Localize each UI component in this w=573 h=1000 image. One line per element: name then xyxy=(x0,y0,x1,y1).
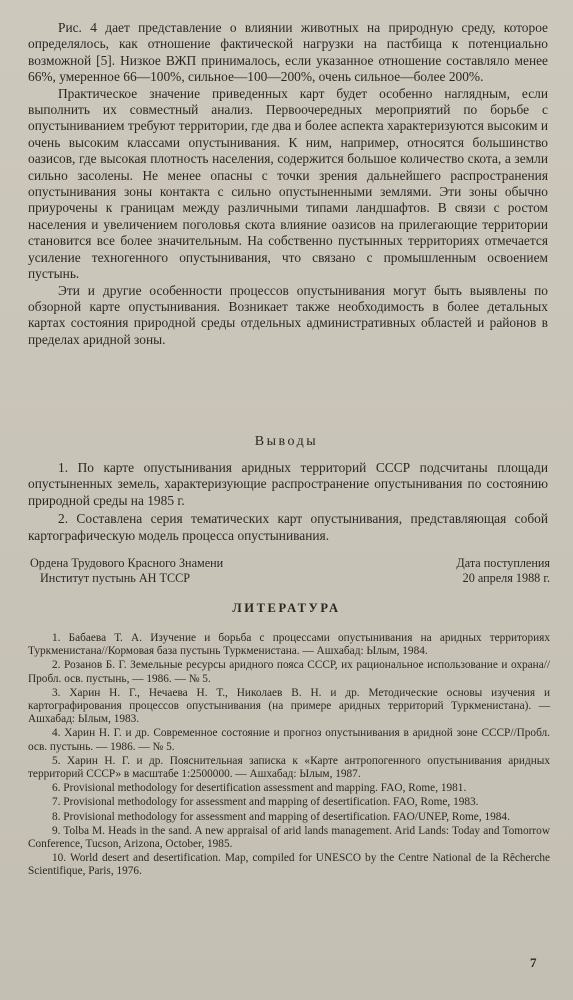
reference-item: 7. Provisional methodology for assessment and mapping of desertification. FAO, Rome, 1983. xyxy=(52,796,479,809)
received-date xyxy=(420,556,550,585)
reference-item: 3. Харин Н. Г., Нечаева Н. Т., Николаев В. Н. и др. Методические основы изучения и картографирования процессов опустынивания (на примере аридных территорий Туркменистана). — Ашхабад: Ылым, 1983. xyxy=(28,686,550,726)
body-paragraph-2: Практическое значение приведенных карт будет особенно наглядным, если выполнить их совместный анализ. Первоочередных мероприятий по борьбе с опустыниванием требуют территории, где два и более аспекта характеризуются высоким и очень высоким классами опустынивания. К ним, например, относятся большинство оазисов, где высокая плотность населения, содержится большое количество скота, а земли сильно засолены. Не менее опасны с точки зрения дальнейшего распространения опустынивания зоны контакта с сильно опустыненными землями. Эти зоны обычно приурочены к границам между различными типами ландшафтов. В связи с ростом населения и увеличением поголовья скота влияние оазисов на прилегающие территории становится все более значительным. На собственно пустынных территориях отмечается усиление техногенного опустынивания, что связано с промышленным освоением пустынь. xyxy=(28,85,548,282)
affiliation-line-1: Ордена Трудового Красного Знамени xyxy=(30,556,224,570)
reference-item: 9. Tolba M. Heads in the sand. A new appraisal of arid lands management. Arid Lands: Today and Tomorrow Conference, Tucson, Arizona, October, 1985. xyxy=(28,824,550,851)
reference-item: 2. Розанов Б. Г. Земельные ресурсы аридного пояса СССР, их рациональное использование и охрана//Пробл. осв. пустынь, — 1986. — № 5. xyxy=(28,659,550,685)
received-value: 20 апреля 1988 г. xyxy=(462,570,550,585)
reference-item: 6. Provisional methodology for desertification assessment and mapping. FAO, Rome, 1981. xyxy=(52,782,467,795)
reference-item: 1. Бабаева Т. А. Изучение и борьба с процессами опустынивания на аридных территориях Туркменистана//Кормовая база пустынь Туркменистана. — Ашхабад: Ылым, 1984. xyxy=(28,632,550,658)
body-paragraph-3: Эти и другие особенности процессов опустынивания могут быть выявлены по обзорной карте опустынивания. Возникает также необходимость в более детальных картах состояния природной среды отдельных административных областей и районов в пределах аридной зоны. xyxy=(28,282,548,347)
body-text xyxy=(28,20,548,348)
affiliation-line-2: Институт пустынь АН ТССР xyxy=(40,570,191,585)
conclusions-heading: Выводы xyxy=(254,434,319,449)
reference-list xyxy=(28,632,550,880)
reference-item: 10. World desert and desertification. Map, compiled for UNESCO by the Centre National de la Rêcherche Scientifique, Paris, 1976. xyxy=(28,852,550,878)
page-number: 7 xyxy=(530,955,537,970)
reference-item: 4. Харин Н. Г. и др. Современное состояние и прогноз опустынивания в аридной зоне СССР//Пробл. осв. пустынь. — 1986. — № 5. xyxy=(28,727,550,753)
conclusions-list xyxy=(28,460,548,546)
conclusion-item-2: 2. Составлена серия тематических карт опустынивания, представляющая собой картографическую модель процесса опустынивания. xyxy=(28,511,548,543)
literature-heading: ЛИТЕРАТУРА xyxy=(232,601,341,615)
reference-item: 5. Харин Н. Г. и др. Пояснительная записка к «Карте антропогенного опустынивания аридных территорий СССР» в масштабе 1:2500000. — Ашхабад: Ылым, 1987. xyxy=(28,754,550,781)
reference-item: 8. Provisional methodology for assessment and mapping of desertification. FAO/UNEP, Rome, 1984. xyxy=(52,810,510,823)
received-label: Дата поступления xyxy=(456,556,550,570)
affiliation xyxy=(30,556,330,585)
conclusion-item-1: 1. По карте опустынивания аридных территорий СССР подсчитаны площади опустыненных земель, характеризующие распространение опустынивания по состоянию природной среды на 1985 г. xyxy=(28,460,548,508)
body-paragraph-1: Рис. 4 дает представление о влиянии животных на природную среду, которое определялось, как отношение фактической нагрузки на пастбища к потенциально возможной [5]. Низкое ВЖП принималось, если указанное отношение составляло менее 66%, умеренное 66—100%, сильное—100—200%, очень сильное—более 200%. xyxy=(28,20,548,85)
